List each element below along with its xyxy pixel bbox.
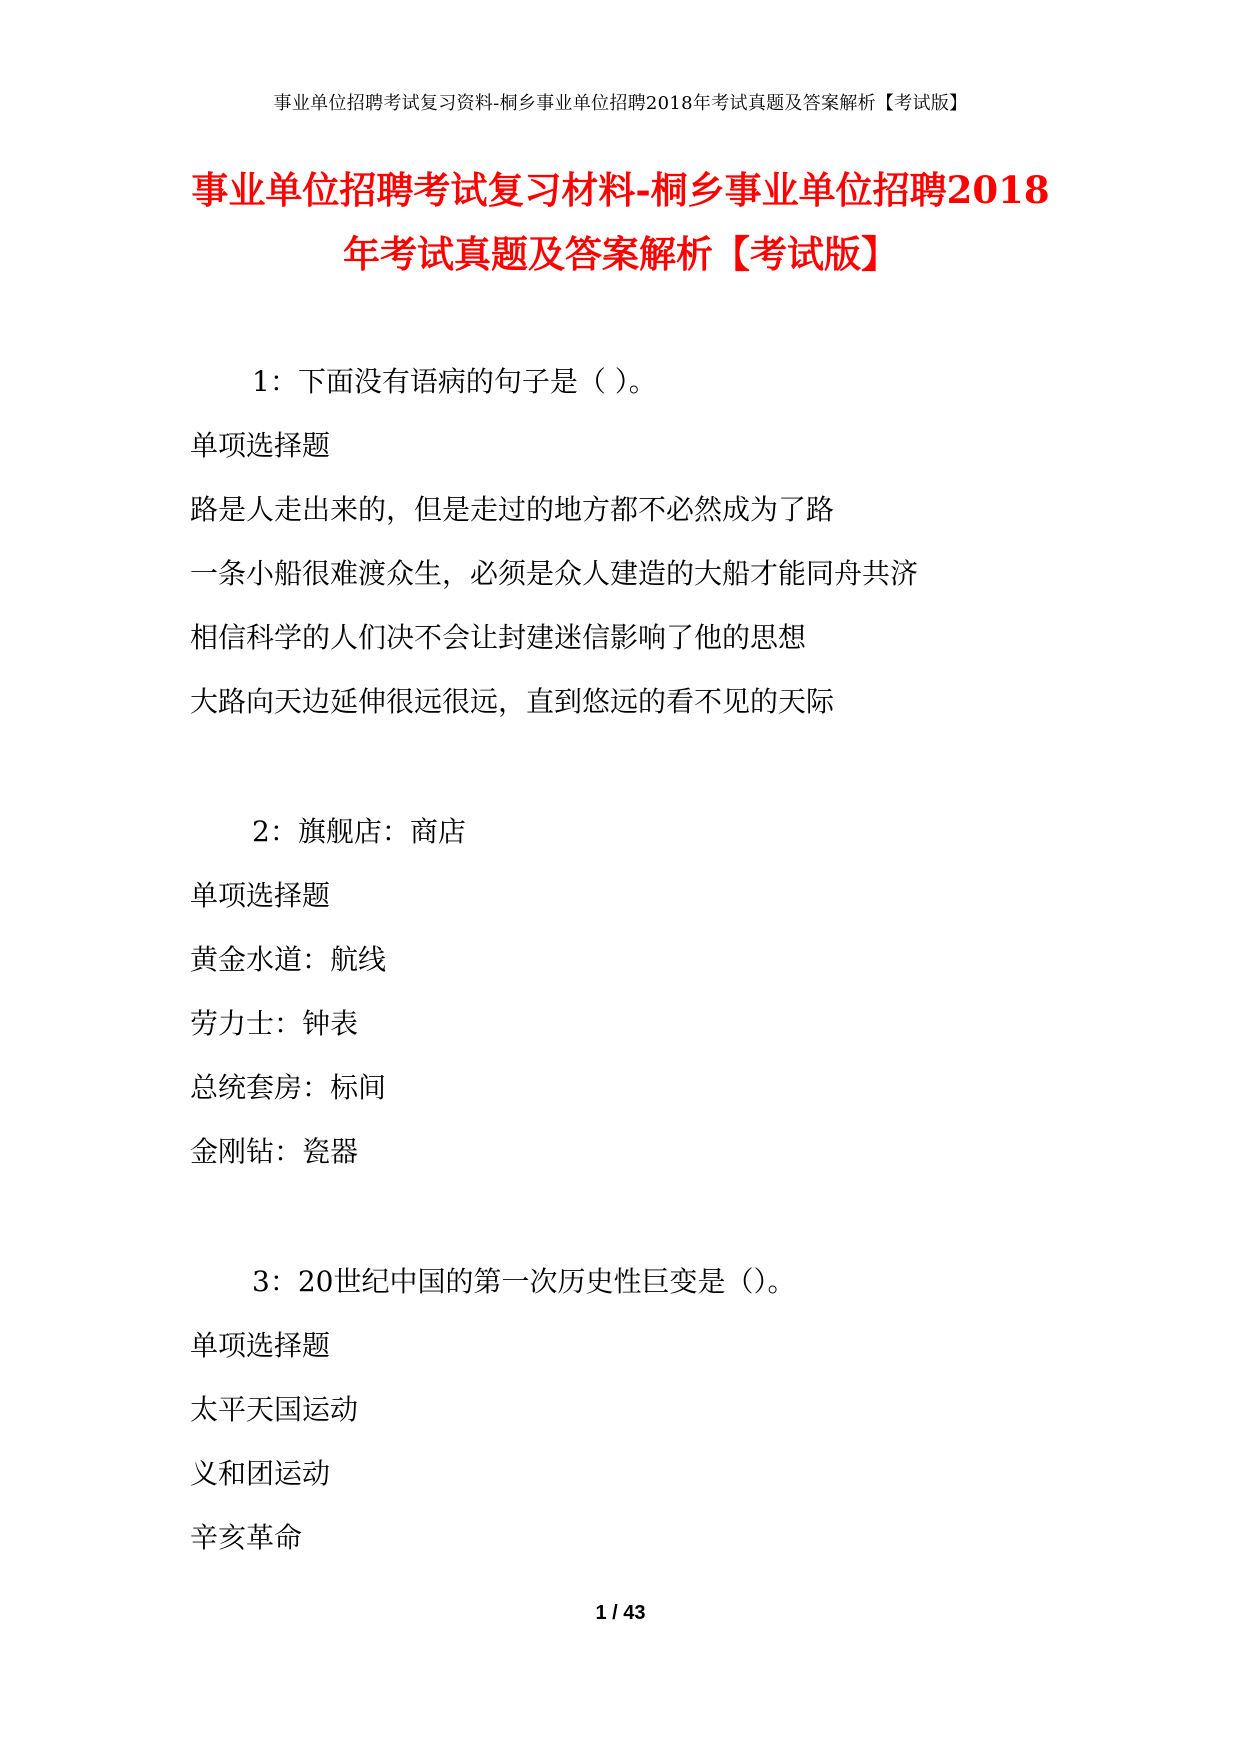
option: 路是人走出来的，但是走过的地方都不必然成为了路	[190, 493, 835, 526]
option: 总统套房：标间	[190, 1071, 387, 1104]
document-title-line-1: 事业单位招聘考试复习材料-桐乡事业单位招聘2018	[191, 168, 1050, 212]
option: 金刚钻：瓷器	[190, 1135, 359, 1168]
option: 辛亥革命	[190, 1521, 303, 1554]
option: 义和团运动	[190, 1457, 331, 1490]
question-type: 单项选择题	[190, 429, 331, 462]
option: 劳力士：钟表	[190, 1007, 359, 1040]
question-stem: 1：下面没有语病的句子是（ ）。	[252, 365, 657, 398]
question-type: 单项选择题	[190, 879, 331, 912]
page-number: 1 / 43	[595, 1602, 646, 1624]
document-title-line-2: 年考试真题及答案解析【考试版】	[343, 232, 898, 276]
option: 太平天国运动	[190, 1393, 359, 1426]
question-stem: 3：20世纪中国的第一次历史性巨变是（）。	[252, 1265, 796, 1298]
option: 黄金水道：航线	[190, 943, 387, 976]
option: 大路向天边延伸很远很远，直到悠远的看不见的天际	[190, 685, 835, 718]
question-stem: 2：旗舰店：商店	[252, 815, 466, 848]
question-type: 单项选择题	[190, 1329, 331, 1362]
running-header: 事业单位招聘考试复习资料-桐乡事业单位招聘2018年考试真题及答案解析【考试版】	[273, 93, 968, 114]
option: 一条小船很难渡众生，必须是众人建造的大船才能同舟共济	[190, 557, 919, 590]
document-title	[150, 158, 1091, 286]
option: 相信科学的人们决不会让封建迷信影响了他的思想	[190, 621, 807, 654]
